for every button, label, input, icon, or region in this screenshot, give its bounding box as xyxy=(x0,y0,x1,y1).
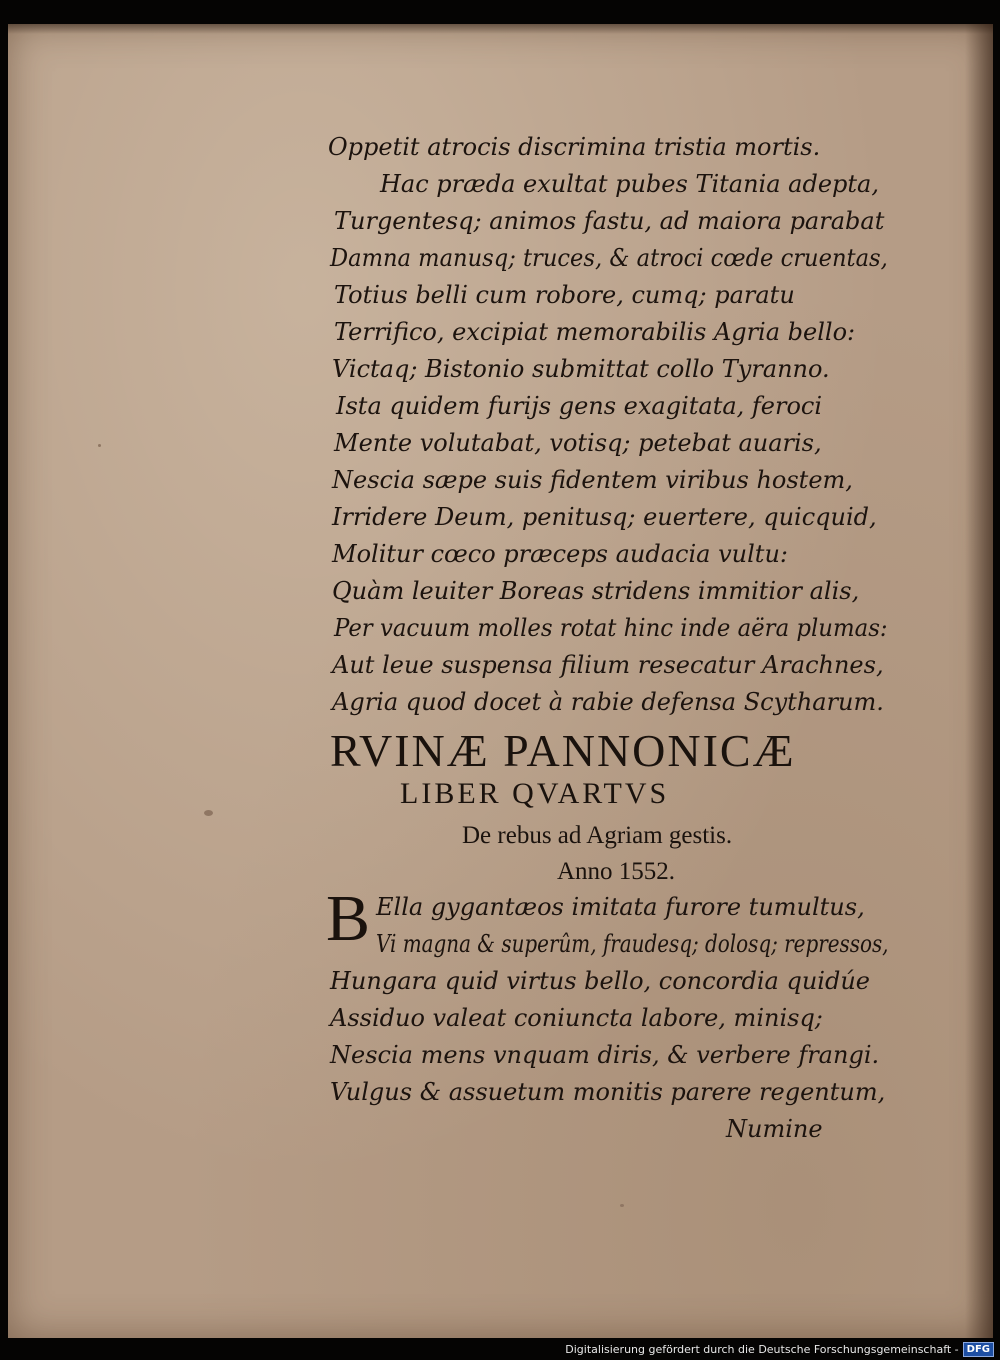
poem-line: Terrifico, excipiat memorabilis Agria bello: xyxy=(334,318,856,346)
poem-line: Hac præda exultat pubes Titania adepta, xyxy=(380,170,879,198)
poem-line: Nescia sæpe suis fidentem viribus hostem, xyxy=(332,466,853,494)
book-year: Anno 1552. xyxy=(557,858,676,885)
paper-spot xyxy=(204,810,213,816)
credit-text: Digitalisierung gefördert durch die Deutsche Forschungsgemeinschaft - xyxy=(565,1342,959,1356)
poem-line: Vi magna & superûm, fraudesq; dolosq; repressos, xyxy=(376,930,889,958)
poem-line: Victaq; Bistonio submittat collo Tyranno. xyxy=(332,355,830,383)
dfg-logo: DFG xyxy=(963,1342,994,1357)
catchword: Numine xyxy=(726,1115,823,1143)
poem-line: Assiduo valeat coniuncta labore, minisq; xyxy=(330,1004,823,1032)
book-topic: De rebus ad Agriam gestis. xyxy=(462,822,733,849)
paper-spot xyxy=(620,1204,624,1207)
poem-line: Per vacuum molles rotat hinc inde aëra plumas: xyxy=(334,614,888,642)
digitization-credit xyxy=(565,1340,994,1358)
poem-line: Vulgus & assuetum monitis parere regentum, xyxy=(330,1078,886,1106)
poem-line: Damna manusq; truces, & atroci cœde cruentas, xyxy=(330,244,888,272)
poem-line: Molitur cœco præceps audacia vultu: xyxy=(332,540,788,568)
poem-line: Agria quod docet à rabie defensa Scytharum. xyxy=(332,688,884,716)
page-binding-shadow xyxy=(965,24,993,1338)
poem-line: Ella gygantæos imitata furore tumultus, xyxy=(376,893,865,921)
book-page xyxy=(8,24,993,1338)
poem-line: Oppetit atrocis discrimina tristia mortis. xyxy=(328,133,821,161)
book-title: RVINÆ PANNONICÆ xyxy=(330,725,796,776)
book-subtitle: LIBER QVARTVS xyxy=(400,777,670,810)
poem-line: Aut leue suspensa filium resecatur Arachnes, xyxy=(332,651,884,679)
paper-spot xyxy=(98,444,101,447)
poem-line: Nescia mens vnquam diris, & verbere frangi. xyxy=(330,1041,880,1069)
poem-line: Totius belli cum robore, cumq; paratu xyxy=(334,281,795,309)
poem-line: Turgentesq; animos fastu, ad maiora parabat xyxy=(334,207,885,235)
page-top-shadow xyxy=(8,24,993,34)
poem-line: Mente volutabat, votisq; petebat auaris, xyxy=(334,429,822,457)
drop-cap: B xyxy=(326,882,371,955)
poem-line: Hungara quid virtus bello, concordia quidúe xyxy=(330,967,870,995)
poem-line: Quàm leuiter Boreas stridens immitior alis, xyxy=(332,577,860,605)
poem-line: Irridere Deum, penitusq; euertere, quicquid, xyxy=(332,503,877,531)
poem-line: Ista quidem furijs gens exagitata, feroci xyxy=(336,392,823,420)
